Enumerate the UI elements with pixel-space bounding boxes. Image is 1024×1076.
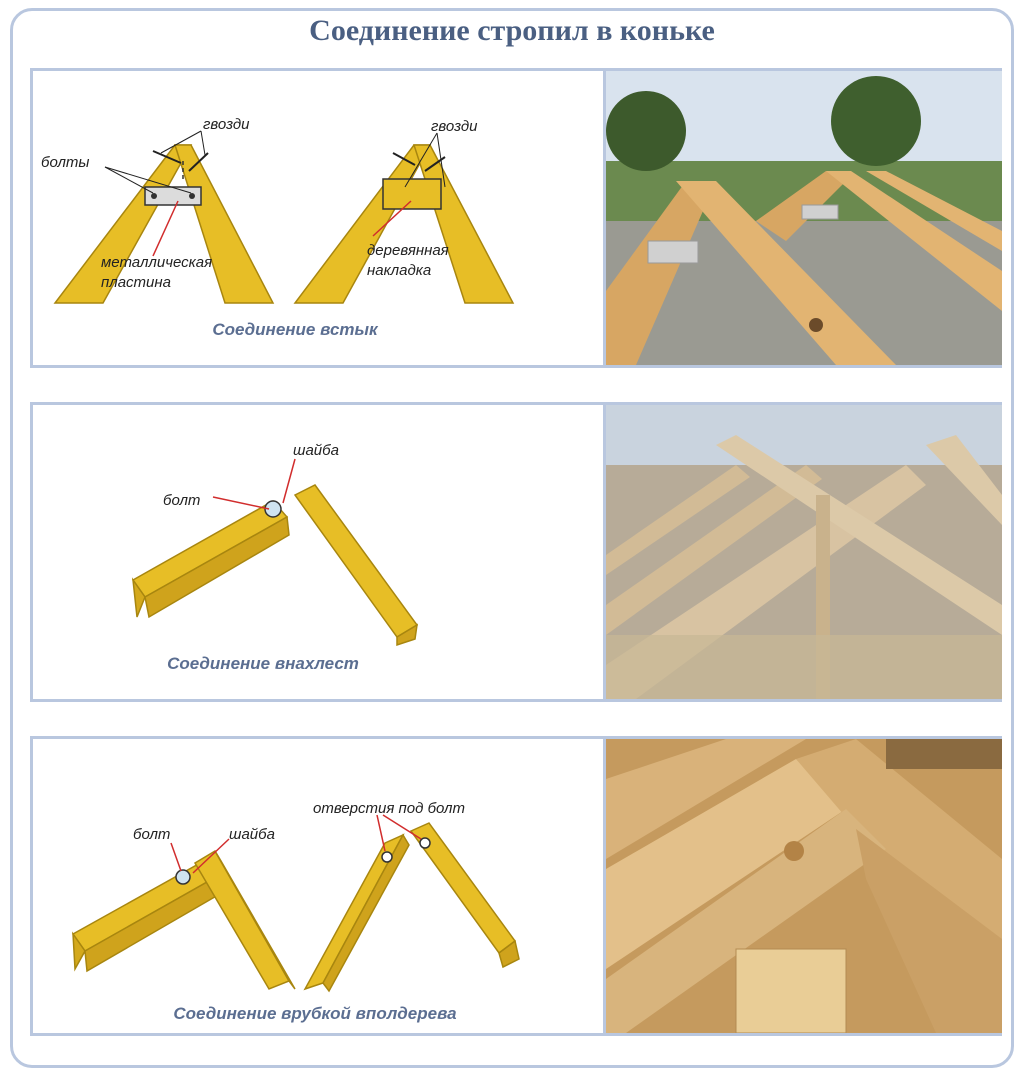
diagram-half-lap-joint <box>33 739 601 1033</box>
label-washer-3: шайба <box>229 826 275 843</box>
overlap-joint-drawing <box>133 459 417 645</box>
label-bolt-3: болт <box>133 826 171 843</box>
photo-butt-joint <box>603 71 1002 365</box>
label-nails: гвозди <box>203 116 250 133</box>
panel-butt-joint <box>30 68 1002 368</box>
half-lap-joint-assembled-drawing <box>73 839 295 989</box>
label-metal-plate-line1: металлическая <box>101 254 213 271</box>
panel-overlap-joint <box>30 402 1002 702</box>
label-wood-plate-line2: накладка <box>367 262 432 279</box>
caption-half-lap-joint: Соединение врубкой вполдерева <box>173 1004 457 1023</box>
page-title: Соединение стропил в коньке <box>309 14 715 47</box>
half-lap-joint-exploded-drawing <box>305 815 519 991</box>
panel-half-lap-joint <box>30 736 1002 1036</box>
label-washer: шайба <box>293 442 339 459</box>
label-wood-plate-line1: деревянная <box>367 242 449 259</box>
diagram-overlap-joint <box>33 405 601 699</box>
label-bolts: болты <box>41 154 90 171</box>
label-nails-2: гвозди <box>431 118 478 135</box>
label-metal-plate-line2: пластина <box>101 274 171 291</box>
diagram-butt-joint <box>33 71 601 365</box>
caption-butt-joint: Соединение встык <box>212 320 378 339</box>
photo-overlap-joint <box>603 405 1002 699</box>
photo-half-lap-joint <box>603 739 1002 1033</box>
caption-overlap-joint: Соединение внахлест <box>167 654 359 673</box>
label-bolt-holes: отверстия под болт <box>313 800 465 817</box>
label-bolt: болт <box>163 492 201 509</box>
